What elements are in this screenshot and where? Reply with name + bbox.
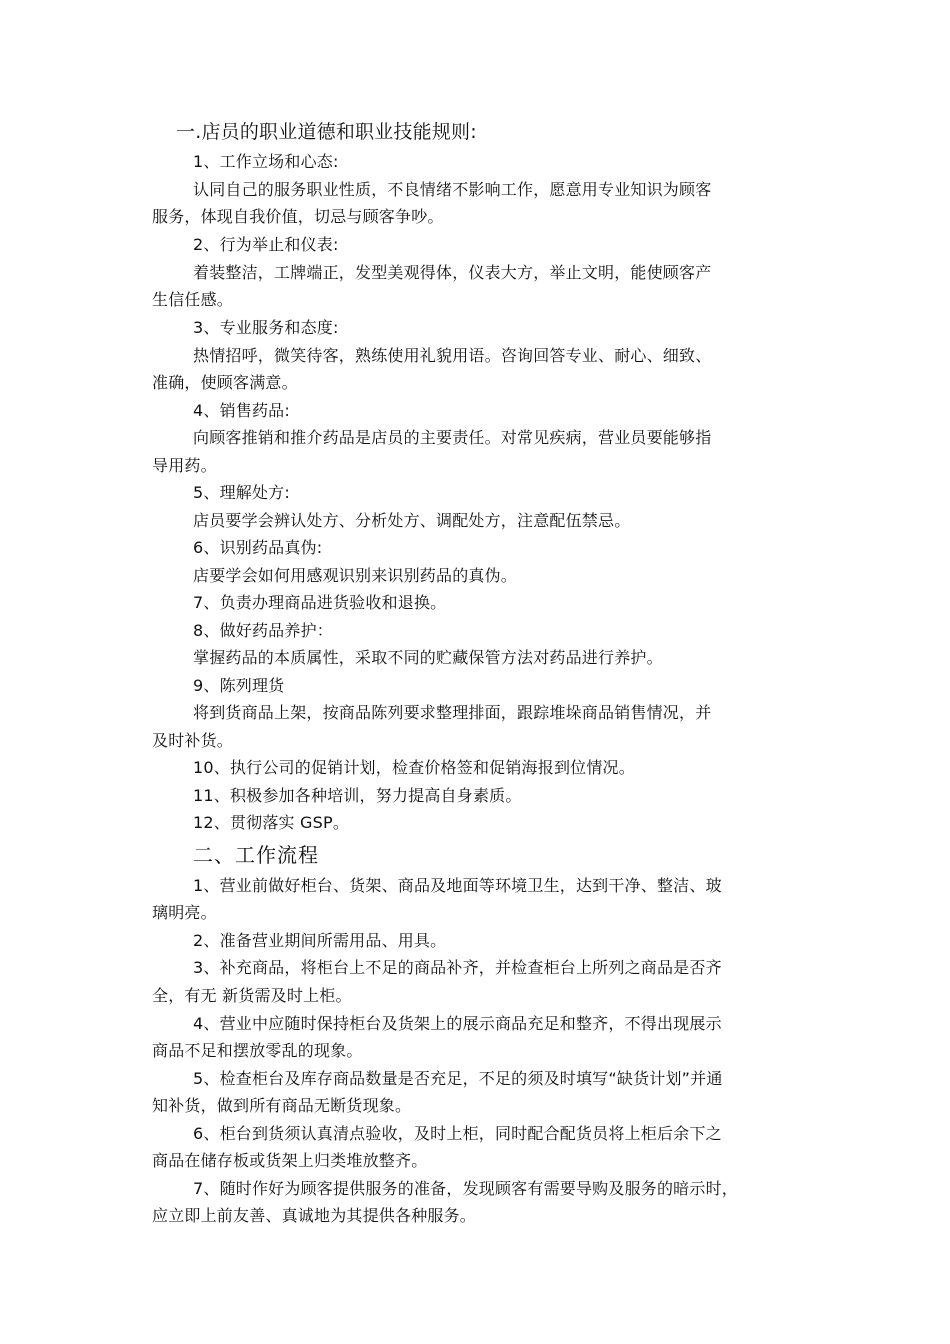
item-heading: 2、行为举止和仪表: [193,235,339,254]
item-heading: 4、销售药品: [193,401,290,420]
paragraph-line: 店员要学会辨认处方、分析处方、调配处方，注意配伍禁忌。 [193,511,631,530]
paragraph-line: 全，有无 新货需及时上柜。 [152,986,352,1005]
section-title: 二、工作流程 [193,843,319,867]
paragraph-line: 应立即上前友善、真诚地为其提供各种服务。 [152,1206,477,1225]
paragraph-line: 7、随时作好为顾客提供服务的准备，发现顾客有需要导购及服务的暗示时， [193,1179,738,1198]
item-heading: 10、执行公司的促销计划，检查价格签和促销海报到位情况。 [193,758,635,777]
paragraph-line: 及时补货。 [152,731,234,750]
paragraph-line: 导用药。 [152,456,217,475]
paragraph-line: 生信任感。 [152,290,234,309]
paragraph-line: 认同自己的服务职业性质，不良情绪不影响工作，愿意用专业知识为顾客 [193,180,712,199]
paragraph-line: 着装整洁，工牌端正，发型美观得体，仪表大方，举止文明，能使顾客产 [193,263,712,282]
paragraph-line: 服务，体现自我价值，切忌与顾客争吵。 [152,207,444,226]
item-heading: 6、识别药品真伪: [193,538,323,557]
paragraph-line: 2、准备营业期间所需用品、用具。 [193,931,447,950]
paragraph-line: 将到货商品上架，按商品陈列要求整理排面，跟踪堆垛商品销售情况，并 [193,703,712,722]
item-heading: 9、陈列理货 [193,676,285,695]
paragraph-line: 商品在储存板或货架上归类堆放整齐。 [152,1151,428,1170]
item-heading: 8、做好药品养护： [193,621,333,640]
paragraph-line: 向顾客推销和推介药品是店员的主要责任。对常见疾病，营业员要能够指 [193,428,712,447]
paragraph-line: 5、检查柜台及库存商品数量是否充足，不足的须及时填写“缺货计划”并通 [193,1069,723,1088]
item-heading: 11、积极参加各种培训，努力提高自身素质。 [193,786,522,805]
item-heading: 12、贯彻落实 GSP。 [193,813,350,832]
paragraph-line: 4、营业中应随时保持柜台及货架上的展示商品充足和整齐，不得出现展示 [193,1014,722,1033]
paragraph-line: 掌握药品的本质属性，采取不同的贮藏保管方法对药品进行养护。 [193,648,663,667]
item-heading: 3、专业服务和态度: [193,318,339,337]
item-heading: 5、理解处方: [193,483,290,502]
paragraph-line: 店要学会如何用感观识别来识别药品的真伪。 [193,566,518,585]
paragraph-line: 3、补充商品，将柜台上不足的商品补齐，并检查柜台上所列之商品是否齐 [193,958,722,977]
paragraph-line: 6、柜台到货须认真清点验收，及时上柜，同时配合配货员将上柜后余下之 [193,1124,722,1143]
item-heading: 1、工作立场和心态: [193,152,339,171]
item-heading: 7、负责办理商品进货验收和退换。 [193,593,447,612]
section-title: 一.店员的职业道德和职业技能规则: [176,121,477,143]
paragraph-line: 商品不足和摆放零乱的现象。 [152,1041,363,1060]
paragraph-line: 准确，使顾客满意。 [152,373,298,392]
paragraph-line: 1、营业前做好柜台、货架、商品及地面等环境卫生，达到干净、整洁、玻 [193,876,722,895]
paragraph-line: 热情招呼，微笑待客，熟练使用礼貌用语。咨询回答专业、耐心、细致、 [193,346,712,365]
paragraph-line: 知补货，做到所有商品无断货现象。 [152,1096,412,1115]
paragraph-line: 璃明亮。 [152,903,217,922]
